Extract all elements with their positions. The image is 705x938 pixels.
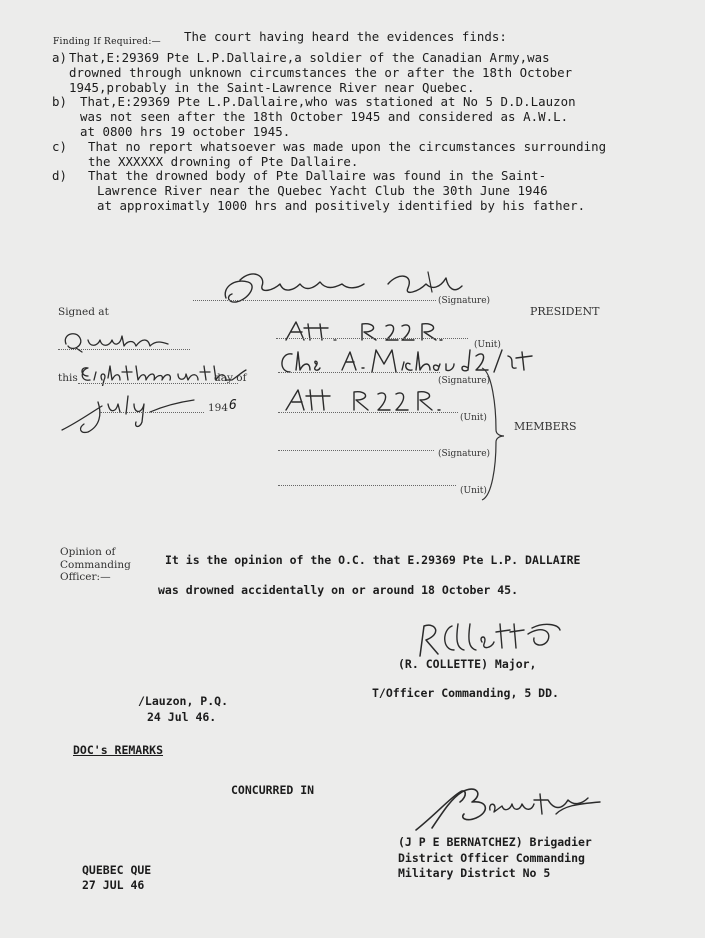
president-unit-handwritten — [282, 318, 452, 344]
doc-date: 27 JUL 46 — [82, 878, 145, 892]
finding-line: was not seen after the 18th October 1945 and considered as A.W.L. — [80, 109, 569, 124]
opinion-text-line: It is the opinion of the O.C. that E.29369 Pte L.P. DALLAIRE — [165, 553, 581, 567]
doc-signatory: (J P E BERNATCHEZ) Brigadier — [398, 835, 592, 849]
co-signatory: (R. COLLETTE) Major, — [398, 657, 537, 671]
year-digit: 6 — [229, 398, 237, 413]
member-2-signature-line — [278, 450, 434, 451]
signed-at-label: Signed at — [58, 306, 109, 318]
president-signature-line — [193, 300, 436, 301]
finding-line: at 0800 hrs 19 october 1945. — [80, 124, 291, 139]
finding-lead-in: The court having heard the evidences finds: — [184, 29, 507, 44]
finding-line: That the drowned body of Pte Dallaire was found in the Saint- — [88, 168, 547, 183]
co-date: 24 Jul 46. — [147, 710, 217, 724]
finding-line: That,E:29369 Pte L.P.Dallaire,who was stationed at No 5 D.D.Lauzon — [80, 94, 576, 109]
finding-marker: a) — [52, 50, 68, 65]
member-2-unit-caption: (Unit) — [460, 486, 487, 496]
president-signature-caption: (Signature) — [438, 296, 491, 306]
finding-line: 1945,probably in the Saint-Lawrence River near Quebec. — [69, 80, 475, 95]
president-unit-caption: (Unit) — [474, 340, 501, 350]
opinion-label-line: Officer:— — [60, 571, 111, 583]
finding-line: Lawrence River near the Quebec Yacht Club the 30th June 1946 — [97, 183, 548, 198]
president-role-label: PRESIDENT — [530, 305, 600, 318]
finding-marker: b) — [52, 94, 68, 109]
finding-line: the XXXXXX drowning of Pte Dallaire. — [88, 154, 359, 169]
member-1-signature-line — [278, 372, 440, 373]
co-place: /Lauzon, P.Q. — [138, 694, 229, 708]
finding-label: Finding If Required:— — [53, 37, 161, 47]
doc-title-line: Military District No 5 — [398, 866, 551, 880]
president-unit-line — [276, 338, 468, 339]
member-2-signature-caption: (Signature) — [438, 449, 491, 459]
month-line — [100, 412, 204, 413]
opinion-text-line: was drowned accidentally on or around 18 October 45. — [158, 583, 519, 597]
members-role-label: MEMBERS — [514, 420, 577, 433]
opinion-label-line: Opinion of — [60, 546, 116, 558]
doc-title-line: District Officer Commanding — [398, 851, 585, 865]
co-title: T/Officer Commanding, 5 DD. — [372, 686, 559, 700]
member-1-signature-caption: (Signature) — [438, 376, 491, 386]
co-signature-scrawl — [412, 620, 562, 660]
finding-line: drowned through unknown circumstances the or after the 18th October — [69, 65, 573, 80]
members-bracket — [478, 366, 508, 502]
doc-remarks-text: CONCURRED IN — [231, 783, 315, 797]
finding-marker: d) — [52, 168, 68, 183]
member-1-unit-handwritten — [282, 386, 458, 414]
finding-line: at approximatly 1000 hrs and positively identified by his father. — [97, 198, 586, 213]
finding-marker: c) — [52, 139, 68, 154]
finding-line: That,E:29369 Pte L.P.Dallaire,a soldier of the Canadian Army,was — [69, 50, 550, 65]
month-handwritten — [58, 392, 198, 436]
doc-signature-scrawl — [406, 784, 606, 836]
opinion-label — [60, 546, 131, 584]
year-prefix: 194 — [208, 402, 229, 414]
this-label: this — [58, 372, 78, 384]
opinion-label-line: Commanding — [60, 558, 131, 571]
member-1-unit-line — [278, 412, 458, 413]
place-line — [58, 349, 190, 350]
member-1-unit-caption: (Unit) — [460, 413, 487, 423]
doc-place: QUEBEC QUE — [82, 863, 152, 877]
doc-remarks-heading: DOC's REMARKS — [73, 743, 164, 757]
president-signature-scrawl — [218, 268, 468, 310]
day-of-label: day of — [214, 372, 247, 384]
finding-line: That no report whatsoever was made upon the circumstances surrounding — [88, 139, 607, 154]
member-2-unit-line — [278, 485, 456, 486]
